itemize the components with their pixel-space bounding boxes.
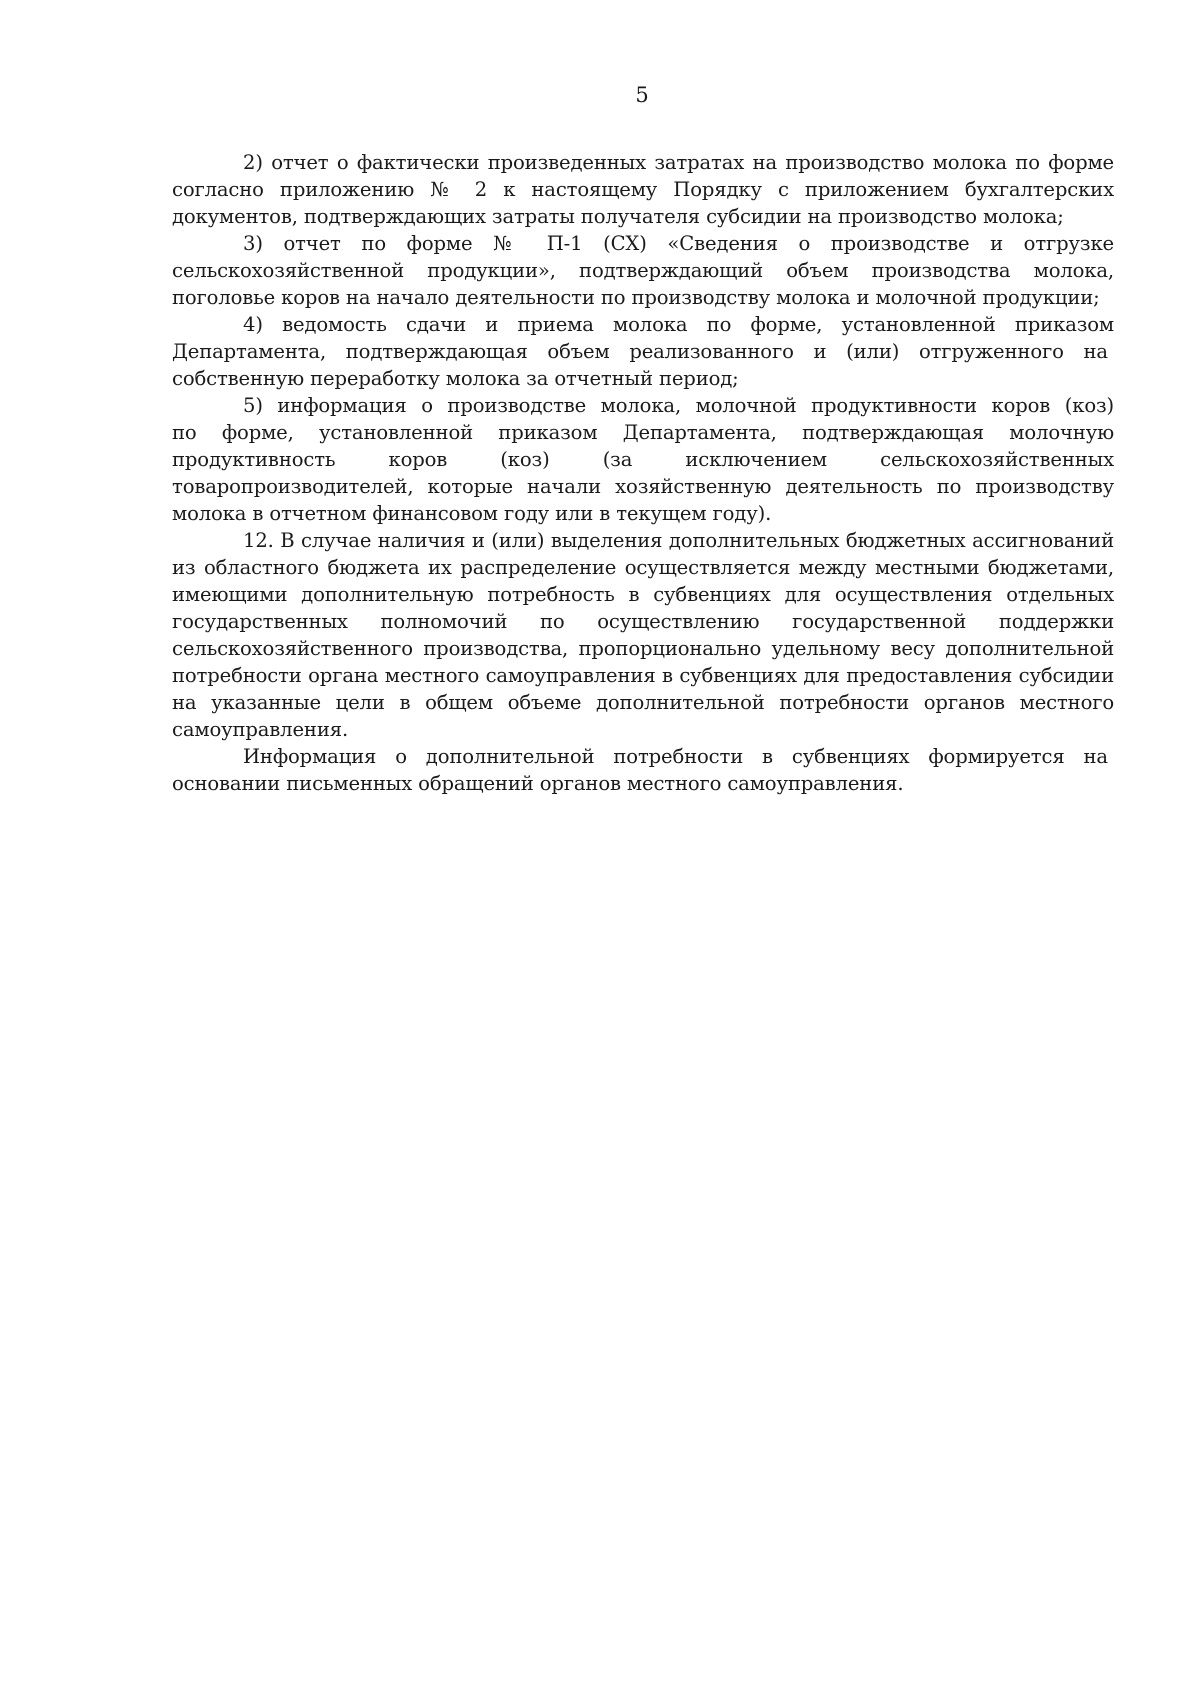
paragraph-item-3-form-p1-report: 3) отчет по форме № П-1 (СХ) «Сведения о производстве и отгрузке сельскохозяйственной продукции», подтверждающий объем производства молока, поголовье коров на начало деятельности по производству молока и молочной продукции; — [172, 232, 1114, 309]
paragraph-additional-need-information: Информация о дополнительной потребности в субвенциях формируется на основании письменных обращений органов местного самоуправления. — [172, 745, 1114, 795]
paragraph-item-5-milk-productivity-info: 5) информация о производстве молока, молочной продуктивности коров (коз) по форме, установленной приказом Департамента, подтверждающая молочную продуктивность коров (коз) (за исключением сельскохозяйственных товаропроизводителей, которые начали хозяйственную деятельность по производству молока в отчетном финансовом году или в текущем году). — [172, 394, 1114, 525]
paragraph-item-2-cost-report: 2) отчет о фактически произведенных затратах на производство молока по форме согласно приложению № 2 к настоящему Порядку с приложением бухгалтерских документов, подтверждающих затраты получателя субсидии на производство молока; — [172, 151, 1114, 228]
page-number: 5 — [635, 83, 649, 107]
paragraph-clause-12-additional-allocations: 12. В случае наличия и (или) выделения дополнительных бюджетных ассигнований из областного бюджета их распределение осуществляется между местными бюджетами, имеющими дополнительную потребность в субвенциях для осуществления отдельных государственных полномочий по осуществлению государственной поддержки сельскохозяйственного производства, пропорционально удельному весу дополнительной потребности органа местного самоуправления в субвенциях для предоставления субсидии на указанные цели в общем объеме дополнительной потребности органов местного самоуправления. — [172, 529, 1114, 741]
paragraph-item-4-milk-statement: 4) ведомость сдачи и приема молока по форме, установленной приказом Департамента, подтверждающая объем реализованного и (или) отгруженного на собственную переработку молока за отчетный период; — [172, 313, 1114, 390]
document-body — [172, 149, 1114, 797]
